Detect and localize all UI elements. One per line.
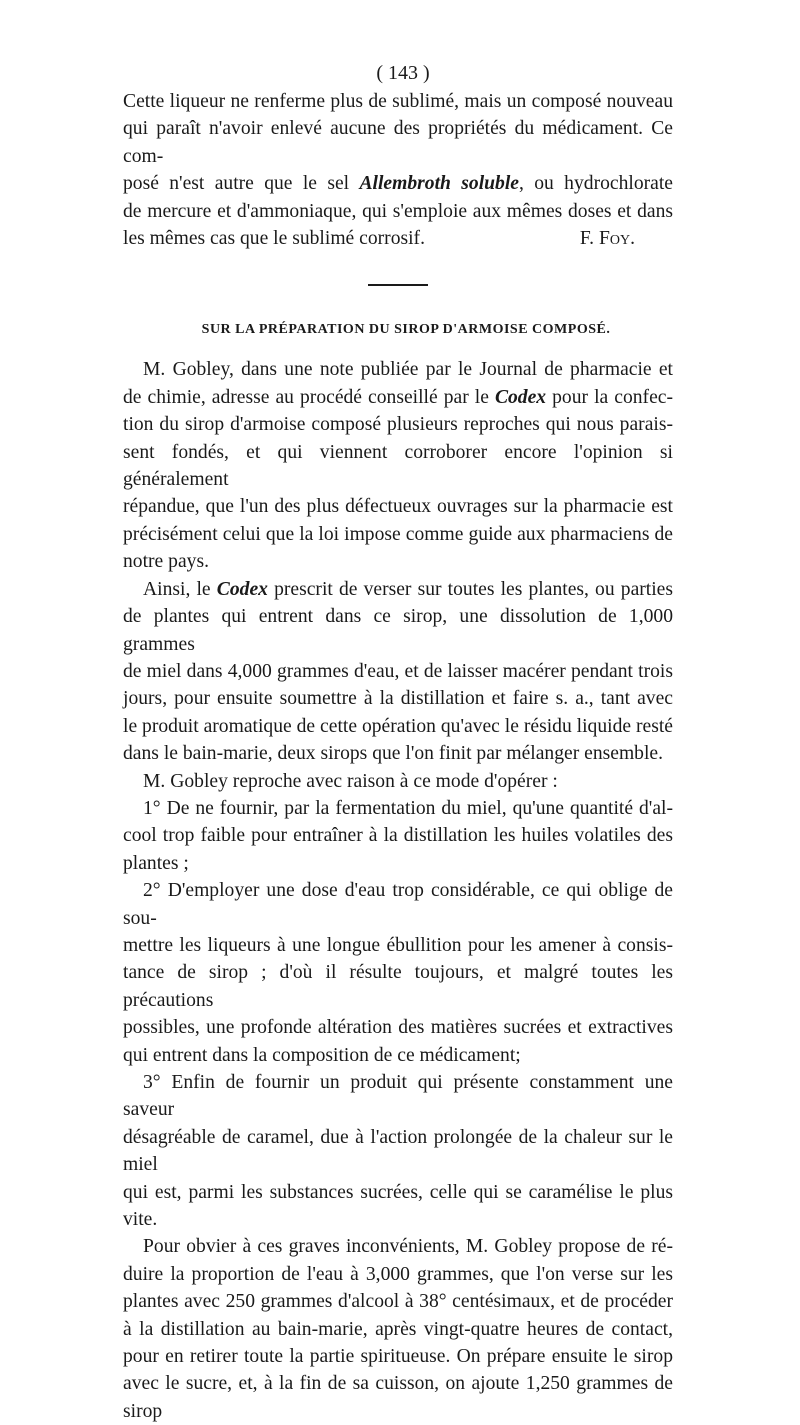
text-line: cool trop faible pour entraîner à la distillation les huiles volatiles des: [123, 825, 673, 847]
text-line: duire la proportion de l'eau à 3,000 grammes, que l'on verse sur les: [123, 1263, 673, 1285]
text-line: de mercure et d'ammoniaque, qui s'emploie aux mêmes doses et dans: [123, 200, 673, 222]
paragraph-4: [123, 795, 673, 877]
italic-term: Allembroth soluble: [359, 173, 519, 195]
paragraph-1: [123, 356, 673, 575]
italic-term: Codex: [494, 386, 547, 408]
page-number: ( 143 ): [376, 62, 430, 84]
text-line: de plantes qui entrent dans ce sirop, une dissolution de 1,000 grammes: [123, 606, 673, 655]
text-line: précisément celui que la loi impose comme guide aux pharmaciens de: [123, 523, 673, 545]
text-line: jours, pour ensuite soumettre à la distillation et faire s. a., tant avec: [123, 688, 673, 710]
text-line: qui entrent dans la composition de ce médicament;: [123, 1044, 521, 1066]
text-line: Pour obvier à ces graves inconvénients, M. Gobley propose de ré-: [143, 1236, 673, 1258]
text-line: notre pays.: [123, 551, 209, 573]
text-line: [123, 170, 673, 197]
paragraph-6: [123, 1069, 673, 1233]
text-fragment: posé n'est autre que le sel: [123, 173, 360, 195]
text-line: [123, 576, 673, 603]
text-line: plantes ;: [123, 852, 189, 874]
text-line: plantes avec 250 grammes d'alcool à 38° centésimaux, et de procéder: [123, 1291, 673, 1313]
text-fragment: pour la confec-: [546, 386, 673, 408]
text-line: mettre les liqueurs à une longue ébullition pour les amener à consis-: [123, 934, 673, 956]
author-signature: F. Foy.: [579, 228, 635, 250]
article-body: [123, 356, 673, 1425]
text-fragment: prescrit de verser sur toutes les plantes, ou parties: [267, 578, 674, 600]
text-line: qui est, parmi les substances sucrées, celle qui se caramélise le plus: [123, 1181, 673, 1203]
text-line: 2° D'employer une dose d'eau trop considérable, ce qui oblige de sou-: [123, 880, 673, 929]
text-line: tion du sirop d'armoise composé plusieurs reproches qui nous parais-: [123, 414, 673, 436]
text-fragment: Ainsi, le: [143, 578, 217, 600]
text-line: avec le sucre, et, à la fin de sa cuisson, on ajoute 1,250 grammes de sirop: [123, 1373, 673, 1422]
text-line: possibles, une profonde altération des matières sucrées et extractives: [123, 1017, 673, 1039]
paragraph-5: [123, 877, 673, 1069]
paragraph-2: [123, 576, 673, 768]
text-line: M. Gobley reproche avec raison à ce mode d'opérer :: [143, 770, 558, 792]
italic-term: Codex: [216, 578, 268, 600]
text-line: à la distillation au bain-marie, après vingt-quatre heures de contact,: [123, 1318, 673, 1340]
intro-paragraph: [123, 88, 673, 252]
paragraph-3: [123, 768, 673, 795]
text-fragment: , ou hydrochlorate: [518, 173, 673, 195]
text-line: qui paraît n'avoir enlevé aucune des propriétés du médicament. Ce com-: [123, 118, 673, 167]
text-fragment: de chimie, adresse au procédé conseillé par le: [123, 386, 495, 408]
text-line: vite.: [123, 1209, 158, 1231]
text-line: pour en retirer toute la partie spiritueuse. On prépare ensuite le sirop: [123, 1346, 673, 1368]
text-line: les mêmes cas que le sublimé corrosif.: [123, 228, 425, 250]
text-line: 1° De ne fournir, par la fermentation du miel, qu'une quantité d'al-: [143, 797, 673, 819]
text-line: tance de sirop ; d'où il résulte toujours, et malgré toutes les précautions: [123, 962, 673, 1011]
text-line: le produit aromatique de cette opération qu'avec le résidu liquide resté: [123, 715, 673, 737]
text-line: désagréable de caramel, due à l'action prolongée de la chaleur sur le miel: [123, 1126, 673, 1176]
text-line: dans le bain-marie, deux sirops que l'on finit par mélanger ensemble.: [123, 743, 664, 765]
text-line: [123, 384, 673, 411]
text-line: répandue, que l'un des plus défectueux ouvrages sur la pharmacie est: [123, 496, 673, 518]
text-line: 3° Enfin de fournir un produit qui présente constamment une saveur: [123, 1072, 673, 1121]
section-divider: [368, 284, 428, 286]
section-title: SUR LA PRÉPARATION DU SIROP D'ARMOISE COMPOSÉ.: [201, 322, 611, 338]
text-line: M. Gobley, dans une note publiée par le Journal de pharmacie et: [143, 359, 673, 381]
text-line: sent fondés, et qui viennent corroborer encore l'opinion si généralement: [123, 441, 673, 491]
text-line: de miel dans 4,000 grammes d'eau, et de laisser macérer pendant trois: [123, 660, 673, 682]
signature-line: [123, 225, 673, 252]
book-page: [123, 58, 673, 1425]
paragraph-7: [123, 1233, 673, 1425]
text-line: Cette liqueur ne renferme plus de sublimé, mais un composé nouveau: [123, 91, 673, 112]
